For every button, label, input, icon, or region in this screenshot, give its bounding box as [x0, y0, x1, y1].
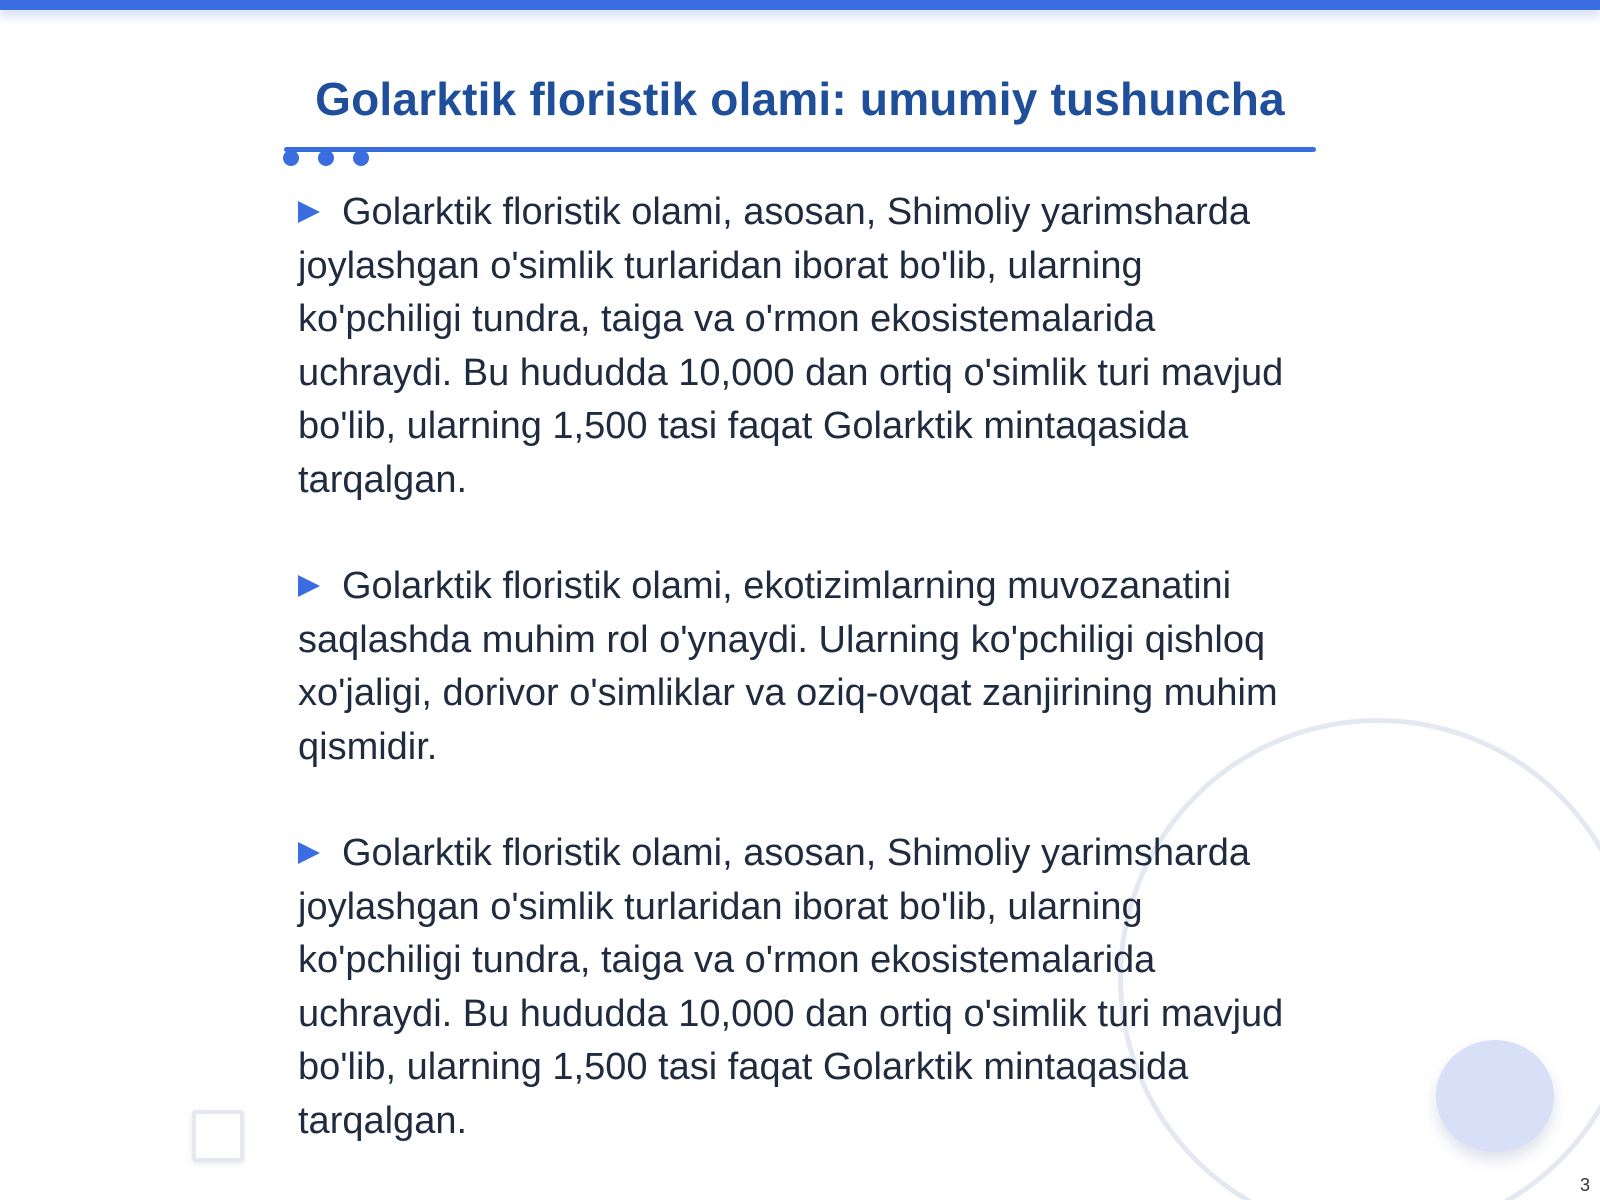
title-underline — [284, 147, 1316, 152]
paragraph-text: Golarktik floristik olami, asosan, Shimoliy yarimsharda joylashgan o'simlik turlaridan iborat bo'lib, ularning ko'pchiligi tundra, taiga va o'rmon ekosistemalarida uchraydi. Bu hududda 10,000 dan ortiq o'simlik turi mavjud bo'lib, ularning 1,500 tasi faqat Golarktik mintaqasida tarqalgan. — [298, 832, 1284, 1142]
top-accent-bar — [0, 0, 1600, 10]
paragraph-text: Golarktik floristik olami, ekotizimlarning muvozanatini saqlashda muhim rol o'ynaydi. Ularning ko'pchiligi qishloq xo'jaligi, dorivor o'simliklar va oziq-ovqat zanjirining muhim qismidir. — [298, 565, 1278, 768]
slide-title: Golarktik floristik olami: umumiy tushuncha — [315, 73, 1285, 125]
bullet-paragraph-2 — [298, 560, 1308, 774]
underline-dot-2 — [318, 150, 334, 166]
triangle-bullet-icon — [298, 575, 320, 597]
triangle-bullet-icon — [298, 201, 320, 223]
underline-dot-3 — [353, 150, 369, 166]
triangle-bullet-icon — [298, 842, 320, 864]
underline-dot-1 — [283, 150, 299, 166]
decorative-circle-filled — [1436, 1040, 1554, 1152]
paragraph-text: Golarktik floristik olami, asosan, Shimoliy yarimsharda joylashgan o'simlik turlaridan iborat bo'lib, ularning ko'pchiligi tundra, taiga va o'rmon ekosistemalarida uchraydi. Bu hududda 10,000 dan ortiq o'simlik turi mavjud bo'lib, ularning 1,500 tasi faqat Golarktik mintaqasida tarqalgan. — [298, 191, 1284, 501]
bullet-paragraph-3 — [298, 827, 1308, 1148]
page-number: 3 — [1579, 1175, 1590, 1195]
bullet-list — [298, 186, 1308, 1148]
bullet-paragraph-1 — [298, 186, 1308, 507]
decorative-square-outline — [192, 1110, 244, 1162]
